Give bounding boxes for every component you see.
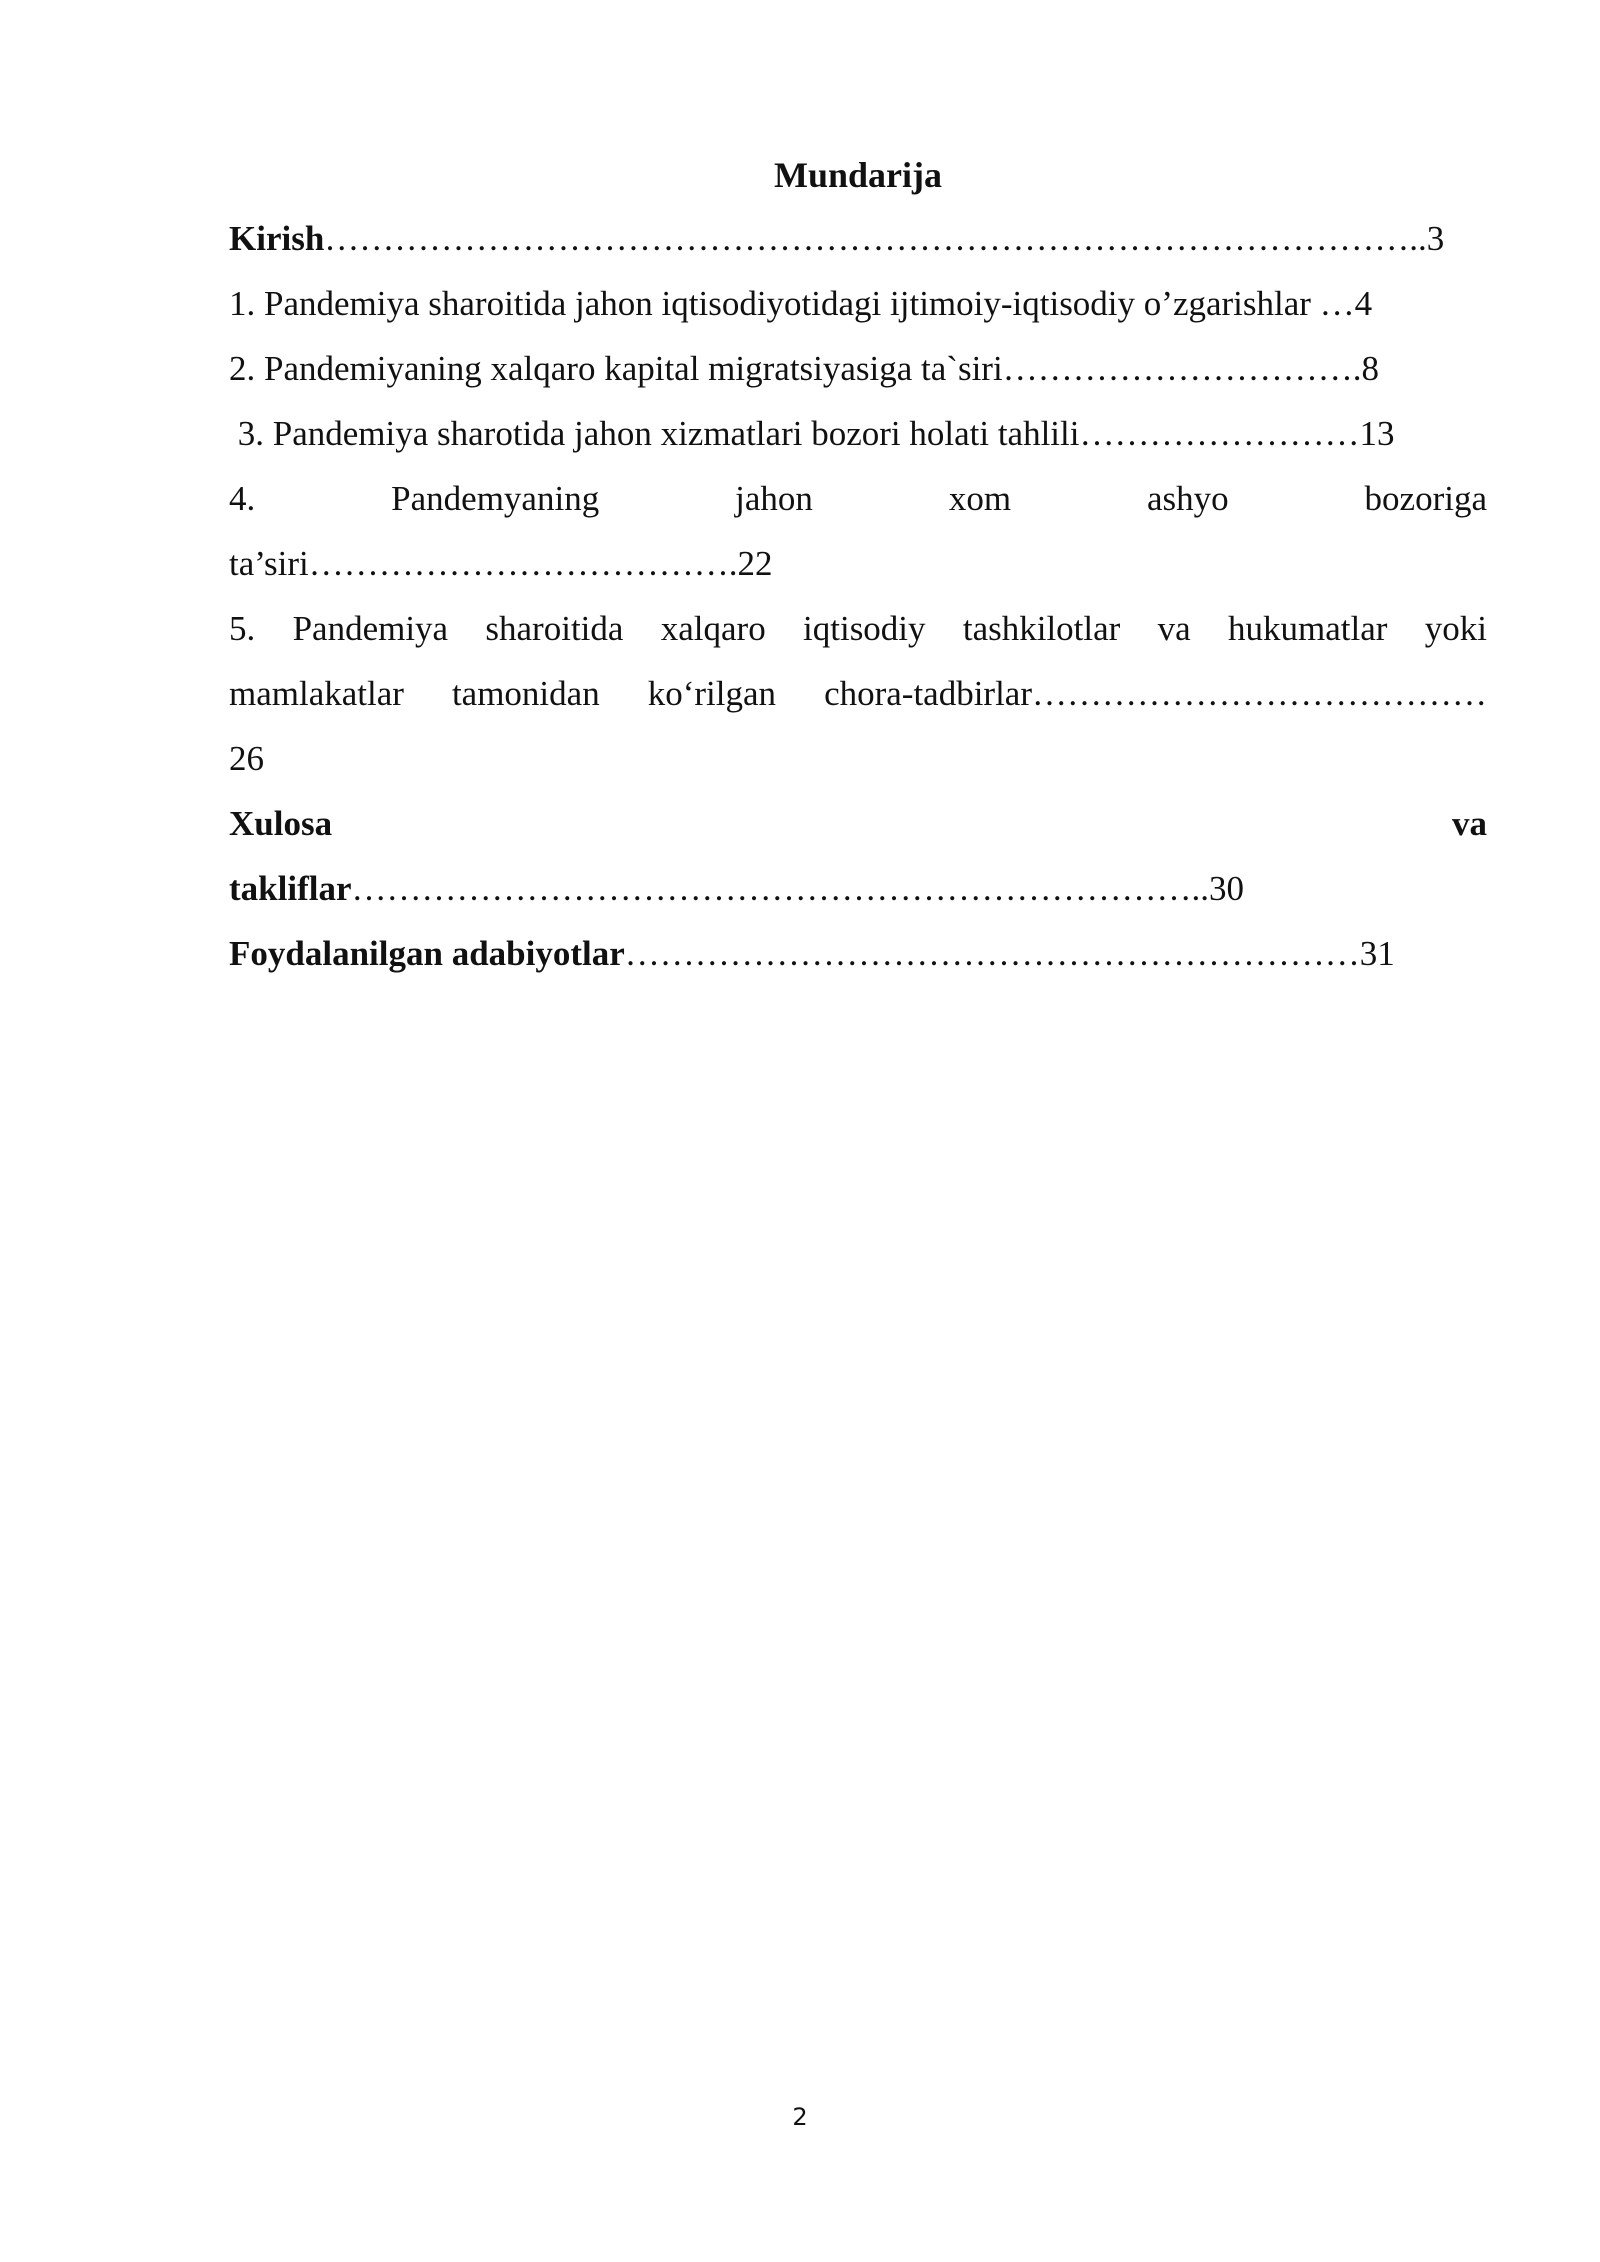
toc-leader: ……………………………………………………………… xyxy=(351,869,1192,908)
toc-word: jahon xyxy=(735,479,813,518)
toc-page-number: ..30 xyxy=(1191,869,1244,908)
toc-leader: ………………………………………………………………………………… xyxy=(324,219,1410,258)
toc-leader: ……………………………………………………… xyxy=(624,934,1360,973)
toc-entry-label: Foydalanilgan adabiyotlar xyxy=(229,934,625,973)
toc-page-number: 26 xyxy=(229,739,264,778)
toc-word: tashkilotlar xyxy=(962,609,1121,648)
toc-entry-text: 2. Pandemiyaning xalqaro kapital migratsiyasiga ta`siri………………………….8 xyxy=(229,349,1379,388)
toc-entry-xulosa-line2 xyxy=(229,864,1487,914)
toc-word: tamonidan xyxy=(451,674,600,713)
toc-word: 4. xyxy=(229,479,256,518)
toc-entry-xulosa-line1 xyxy=(229,799,1487,849)
toc-word: iqtisodiy xyxy=(803,609,926,648)
toc-entry-adabiyotlar xyxy=(229,929,1487,979)
toc-word: Pandemiya xyxy=(292,609,449,648)
toc-word: ko‘rilgan xyxy=(647,674,777,713)
toc-word: yoki xyxy=(1424,609,1487,648)
toc-word: mamlakatlar xyxy=(229,674,404,713)
toc-entry-5-line1 xyxy=(229,604,1487,654)
toc-entry-5-line2 xyxy=(229,669,1487,719)
toc-entry-text: 3. Pandemiya sharotida jahon xizmatlari bozori holati tahlili……………………13 xyxy=(229,414,1395,453)
toc-word: sharoitida xyxy=(485,609,624,648)
toc-page-number: ..3 xyxy=(1409,219,1445,258)
toc-word: Pandemyaning xyxy=(391,479,600,518)
toc-entry-3 xyxy=(229,409,1487,459)
toc-entry-1 xyxy=(229,279,1487,329)
toc-entry-text: 1. Pandemiya sharoitida jahon iqtisodiyotidagi ijtimoiy-iqtisodiy o’zgarishlar …4 xyxy=(229,284,1373,323)
toc-word: va xyxy=(1452,804,1487,843)
toc-word: chora-tadbirlar………………………………… xyxy=(824,674,1487,713)
toc-word: bozoriga xyxy=(1364,479,1487,518)
toc-word: 5. xyxy=(229,609,256,648)
toc-word: xalqaro xyxy=(660,609,766,648)
toc-entry-5-line3 xyxy=(229,734,1487,784)
toc-word: Xulosa xyxy=(229,804,333,843)
toc-word: va xyxy=(1157,609,1191,648)
toc-word: xom xyxy=(948,479,1012,518)
toc-entry-2 xyxy=(229,344,1487,394)
toc-entry-4-line1 xyxy=(229,474,1487,524)
toc-entry-label: takliflar xyxy=(229,869,352,908)
toc-title: Mundarija xyxy=(773,155,942,195)
toc-entry-kirish xyxy=(229,214,1487,264)
toc-entry-4-line2 xyxy=(229,539,1487,589)
toc-word: ashyo xyxy=(1146,479,1229,518)
toc-page-number: 31 xyxy=(1359,934,1395,973)
toc-entry-label: Kirish xyxy=(229,219,325,258)
page-number: 2 xyxy=(792,2103,808,2131)
toc-entry-text: ta’siri……………………………….22 xyxy=(229,544,773,583)
toc-word: hukumatlar xyxy=(1228,609,1388,648)
